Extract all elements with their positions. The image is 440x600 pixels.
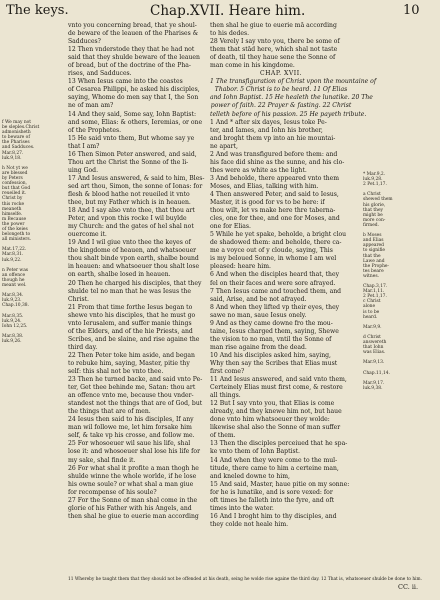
text-line: titude, there came to him a certeine man, <box>210 464 339 472</box>
text-line: thou shalt binde vpon earth, shalbe bound <box>68 255 199 263</box>
text-line: ne apart, <box>210 142 238 150</box>
text-line: of Cesarea Philippi, he asked his disciples, <box>68 86 200 94</box>
text-line: for he is lunatike, and is sore vexed: for <box>210 488 333 496</box>
text-line: 22 Then Peter toke him aside, and began <box>68 351 195 359</box>
text-line: done vnto him whatsoeuer they wolde: <box>210 416 330 424</box>
text-line: man wil followe me, let him forsake him <box>68 424 192 432</box>
left-text-column <box>68 22 205 521</box>
text-line: 28 Verely I say vnto you, there be some of <box>210 38 340 46</box>
text-line: 3 And beholde, there appeared vnto them <box>210 174 340 182</box>
text-line: Master, it is good for vs to be here: if <box>210 199 325 207</box>
text-line: ouercome it. <box>68 231 107 239</box>
text-line: me a voyce out of y cloude, saying, This <box>210 247 333 255</box>
text-line: pleased: heare him. <box>210 263 271 271</box>
page-number: 10 <box>403 3 420 18</box>
text-line: uing God. <box>68 166 99 174</box>
text-line: his face did shine as the sunne, and his clo- <box>210 158 345 166</box>
text-line: 15 And said, Master, haue pitie on my sonne: <box>210 480 350 488</box>
text-line: the things that are of men. <box>68 408 151 416</box>
text-line: 14 And they said, Some say, Iohn Baptist: <box>68 110 197 118</box>
text-line: de shadowed them: and beholde, there ca- <box>210 239 342 247</box>
text-line: 13 When Iesus came into the coastes <box>68 78 183 86</box>
text-line: self, & take vp his crosse, and follow me. <box>68 432 195 440</box>
text-line: and kneled downe to him, <box>210 472 290 480</box>
text-line: said that they shulde beware of the leauen <box>68 54 200 62</box>
text-line: likewise shal also the Sonne of man suffer <box>210 424 341 432</box>
running-head-center: Chap.XVII. Heare him. <box>150 3 306 19</box>
text-line: the vision to no man, vntil the Sonne of <box>210 335 332 343</box>
text-line: my sake, shal finde it. <box>68 456 136 464</box>
text-line: 27 For the Sonne of man shal come in the <box>68 496 198 504</box>
text-line: 10 And his disciples asked him, saying, <box>210 351 331 359</box>
text-line: on earth, shalbe losed in heauen. <box>68 271 171 279</box>
text-line: 6 And when the disciples heard that, they <box>210 271 340 279</box>
text-line: standest not the things that are of God, but <box>68 400 203 408</box>
text-line: of them. <box>210 432 236 440</box>
text-line: Certeinely Elias must first come, & restore <box>210 384 343 392</box>
text-line: times into the water. <box>210 504 274 512</box>
text-line: 7 Then Iesus came and touched them, and <box>210 287 342 295</box>
text-line: glorie of his Father with his Angels, and <box>68 504 192 512</box>
text-line: shulde tel no man that he was Iesus the <box>68 287 191 295</box>
running-head-left: The keys. <box>6 3 69 18</box>
text-line: to rebuke him, saying, Master, pitie thy <box>68 359 190 367</box>
text-line: Scribes, and be slaine, and rise againe the <box>68 335 200 343</box>
text-line: 17 And Iesus answered, & said to him, Bles- <box>68 174 205 182</box>
text-line: 16 And I broght him to thy disciples, and <box>210 512 337 520</box>
text-line: thes were as white as the light. <box>210 166 307 174</box>
text-line: taine, Iesus charged them, saying, Shewe <box>210 327 339 335</box>
text-line: telleth before of his passion. 25 He payeth tribute. <box>210 110 367 118</box>
text-line: vnto Ierusalem, and suffer manie things <box>68 319 192 327</box>
text-line: that I am? <box>68 142 100 150</box>
text-line: first come? <box>210 368 245 376</box>
text-line: an offence vnto me, because thou vnder- <box>68 392 194 400</box>
text-line: Why then say the Scribes that Elias must <box>210 359 338 367</box>
text-line: 4 Then answered Peter, and said to Iesus, <box>210 190 339 198</box>
text-line: man rise againe from the dead. <box>210 343 307 351</box>
text-line: lose it: and whosoeuer shal lose his life for <box>68 448 200 456</box>
text-line: man come in his kingdome. <box>210 62 295 70</box>
text-line: Peter, and vpon this rocke I wil buylde <box>68 215 187 223</box>
text-line: then shal he giue to euerie mā according <box>210 22 337 29</box>
text-line: and some, Elias: & others, Ieremias, or one <box>68 118 203 126</box>
text-line: third day. <box>68 343 98 351</box>
text-line: Thou art the Christ the Sonne of the li- <box>68 158 189 166</box>
text-line: in heauen: and whatsoeuer thou shalt lose <box>68 263 200 271</box>
text-line: 9 And as they came downe fro the mou- <box>210 319 333 327</box>
text-line: thee, but my Father which is in heauen. <box>68 199 191 207</box>
text-line: sed art thou, Simon, the sonne of Ionas: for <box>68 182 203 190</box>
text-line: 20 Then he charged his disciples, that they <box>68 279 202 287</box>
text-line: saying, Whome do men say that I, the Son <box>68 94 199 102</box>
text-line: 16 Then Simon Peter answered, and said, <box>68 150 197 158</box>
text-line: them that stād here, which shal not taste <box>210 46 338 54</box>
text-line: Christ. <box>68 295 89 303</box>
text-line: 12 Then vnderstode they that he had not <box>68 46 195 54</box>
text-line: to his dedes. <box>210 30 250 38</box>
text-line: ter, and Iames, and Iohn his brother, <box>210 126 323 134</box>
text-line: 11 And Iesus answered, and said vnto them, <box>210 376 347 384</box>
text-line: they colde not heale him. <box>210 520 289 528</box>
text-line: Sadduces? <box>68 38 101 46</box>
text-line: 15 He said vnto them, But whome say ye <box>68 134 195 142</box>
text-line: 26 For what shal it profite a man thogh he <box>68 464 199 472</box>
text-line: 25 For whosoeuer wil saue his life, shal <box>68 440 191 448</box>
text-line: one for Elias. <box>210 223 251 231</box>
left-margin-notes: f We may not be sleples.Christ admonisheth to beware of the Pharises and Sadduces. Mar.8,27. luk.9,18. h Not yt we are blessed by Peters confession, but that God reueiled it. Christ by this rocke meaneth himselfe. m Because the power of the keies belongeth to all ministers. Mat.17,22. Mar.8,31. luk.9,22. n Peter was an offence though he meant wel. Mar.8,34. luk.9,23. Chap.10,38. Mar.8,35. luk.9,24. Iohn 12,25. Mar.8,38. luk.9,26. <box>2 120 40 345</box>
text-line: his owne soule? or what shal a man giue <box>68 480 194 488</box>
text-line: power of faith. 22 Prayer & fasting. 22 Christ <box>210 102 352 110</box>
text-line: 18 And I say also vnto thee, that thou art <box>68 207 195 215</box>
text-line: oft times he falleth into the fyre, and oft <box>210 496 335 504</box>
text-line: then shal he giue to euerie man according <box>68 512 199 520</box>
text-line: 13 Then the disciples perceiued that he spa- <box>210 440 348 448</box>
catchword: CC. ii. <box>398 583 419 591</box>
text-line: 8 And when they lifted vp their eyes, they <box>210 303 340 311</box>
text-line: and broght them vp into an hie mountai- <box>210 134 336 142</box>
text-line: 1 The transfiguration of Christ vpon the mountaine of <box>210 78 377 86</box>
text-line: sawe no man, saue Iesus onely. <box>210 311 307 319</box>
text-line: said, Arise, and be not afrayed. <box>210 295 307 303</box>
text-line: vnto you concerning bread, that ye shoul- <box>68 22 197 29</box>
text-line: for recompense of his soule? <box>68 488 157 496</box>
text-line: my Church: and the gates of hel shal not <box>68 223 194 231</box>
text-line: of the Prophetes. <box>68 126 122 134</box>
text-line: 21 From that time forthe Iesus began to <box>68 303 193 311</box>
text-line: Moses, and Elias, talking with him. <box>210 182 319 190</box>
text-line: ke vnto them of Iohn Baptist. <box>210 448 300 456</box>
text-line: ter, Get thee behinde me, Satan: thou art <box>68 384 196 392</box>
text-line: 24 Iesus then said to his disciples, If any <box>68 416 194 424</box>
text-line: and Iohn Baptist. 15 He healeth the lunatike. 20 The <box>210 94 373 102</box>
text-line: Thabor. 5 Christ is to be heard. 11 Of Elias <box>214 86 348 94</box>
text-line: rises, and Sadduces. <box>68 70 132 78</box>
text-line: cles, one for thee, and one for Moses, and <box>210 215 340 223</box>
text-line: 1 And * after six dayes, Iesus toke Pe- <box>210 118 327 126</box>
text-line: ne of man am? <box>68 102 114 110</box>
text-line: de beware of the leauen of the Pharises & <box>68 30 199 38</box>
text-line: 12 But I say vnto you, that Elias is come <box>210 400 335 408</box>
text-line: flesh & blood hathe not reueiled it vnto <box>68 190 190 198</box>
text-line: is my beloued Sonne, in whome I am wel <box>210 255 337 263</box>
text-line: shulde winne the whole worlde, if he lose <box>68 472 197 480</box>
text-line: of bread, but of the doctrine of the Pha- <box>68 62 191 70</box>
text-line: of death, til they haue sene the Sonne of <box>210 54 336 62</box>
text-line: thou wilt, let vs make here thre taberna- <box>210 207 336 215</box>
right-text-column <box>210 22 377 529</box>
text-line: already, and they knewe him not, but haue <box>210 408 342 416</box>
text-line: 23 Then he turned backe, and said vnto Pe- <box>68 376 203 384</box>
text-line: fel on their faces and were sore afrayed. <box>210 279 336 287</box>
right-margin-notes: * Mar.9,2. luk.9,28. 2 Pet.1,17. a Christ shewed them his glorie, that they might be more con- firmed. b Moses and Elias appeared to signifie that the Lawe and the Prophe- tes beare witnes. Chap.3,17. Mar.1,11. 2 Pet.1,17. c Christ alone is to be heard. Mar.9,9. d Christ answereth that Iohn was Elias. Mar.9,13. Chap.11,14. Mar.9,17. luk.9,38. <box>363 172 393 391</box>
text-line: CHAP. XVII. <box>259 70 303 78</box>
text-line: 2 And was transfigured before them: and <box>210 150 338 158</box>
footnote: 11 Whereby he taught them that they should not be offended at his death, seing he wolde rise againe the third day. 12 That is, whatsoeuer shulde be done to him. <box>68 577 422 582</box>
text-line: 5 While he yet spake, beholde, a bright clou <box>210 231 347 239</box>
text-line: self: this shal not be vnto thee. <box>68 368 164 376</box>
text-line: the kingdome of heauen, and whatsoeuer <box>68 247 197 255</box>
text-line: 14 And when they were come to the mul- <box>210 456 338 464</box>
text-line: of the Elders, and of the hie Priests, and <box>68 327 193 335</box>
text-line: 19 And I wil giue vnto thee the keyes of <box>68 239 191 247</box>
text-line: all things. <box>210 392 241 400</box>
text-line: shewe vnto his disciples, that he must go <box>68 311 196 319</box>
